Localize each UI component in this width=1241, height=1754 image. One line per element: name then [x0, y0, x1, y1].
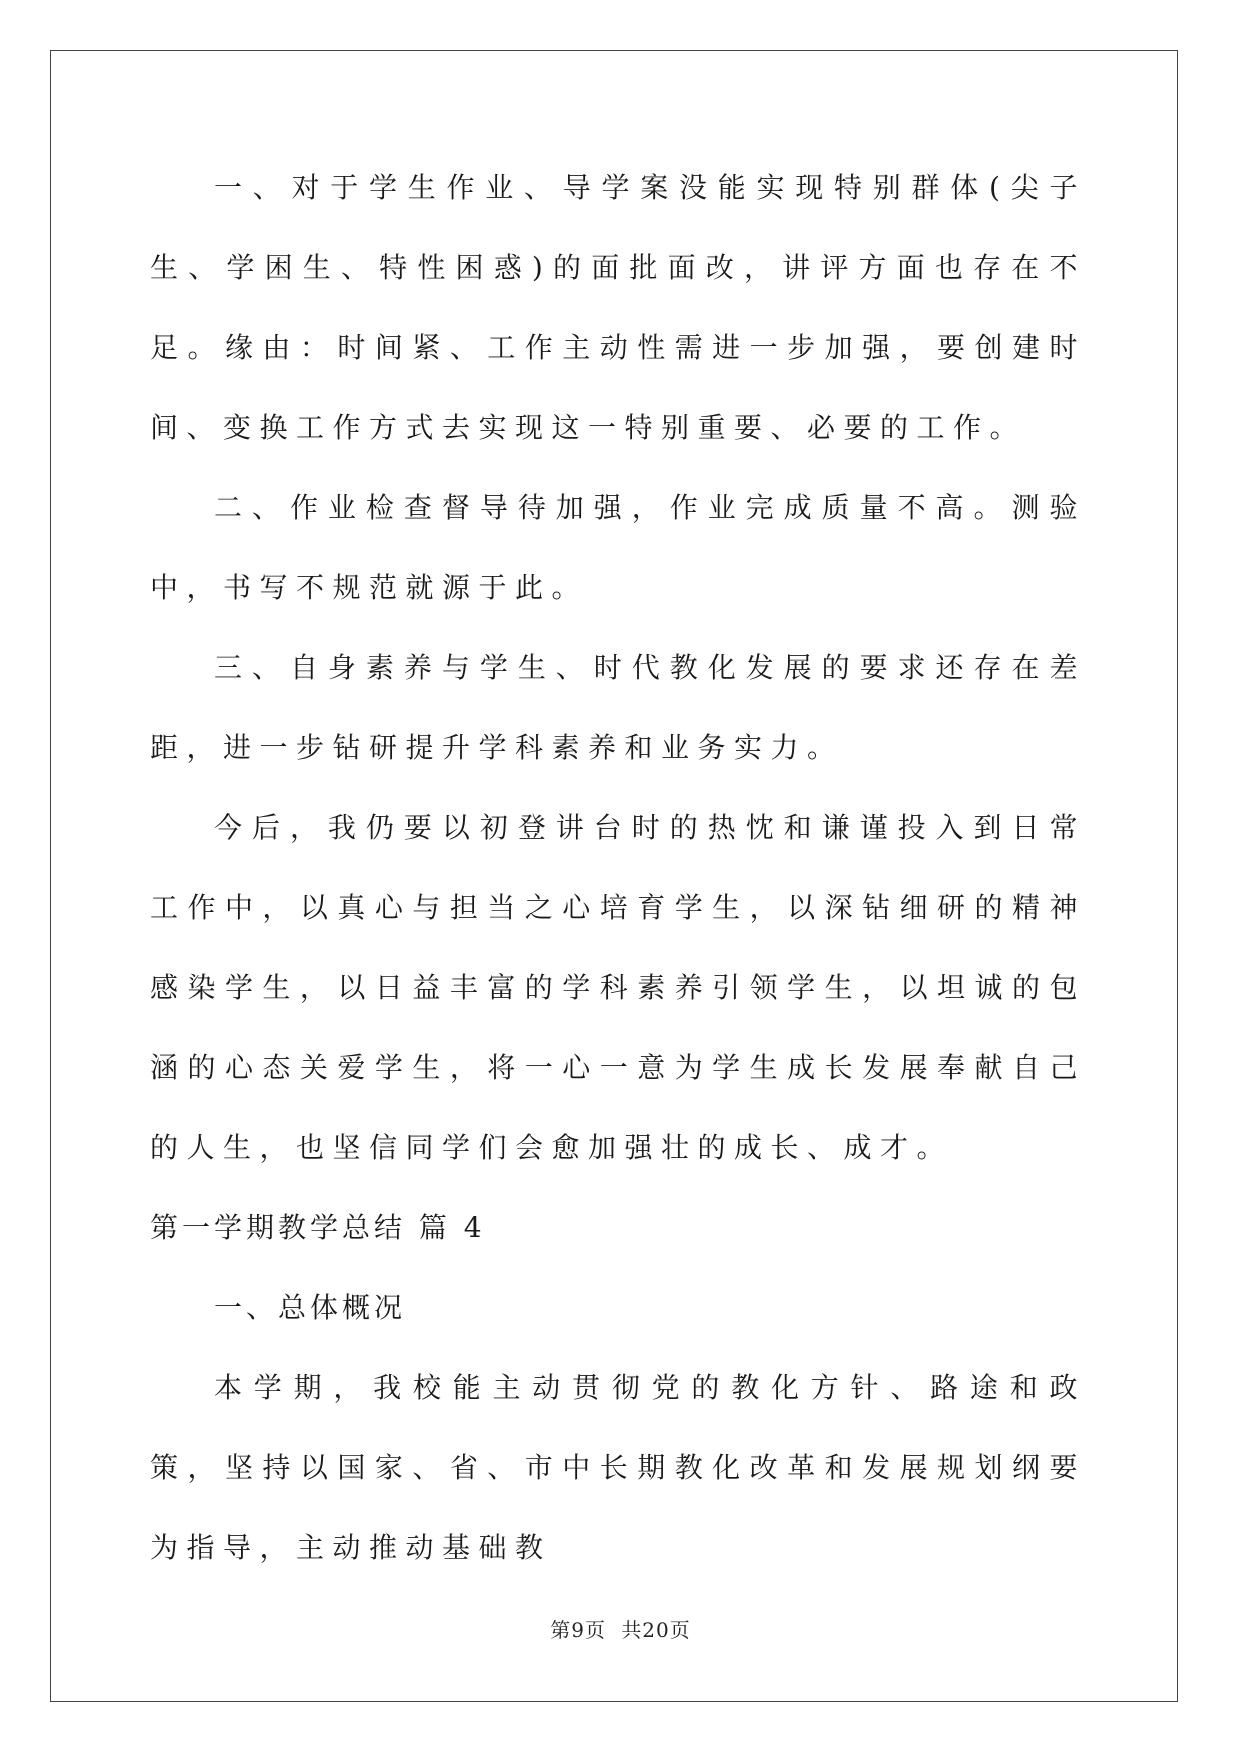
total-page-count: 共20页: [621, 1618, 691, 1642]
paragraph-3: 三、自身素养与学生、时代教化发展的要求还存在差距，进一步钻研提升学科素养和业务实力。: [150, 651, 1086, 764]
document-body: [150, 148, 1086, 1588]
paragraph-5: 本学期，我校能主动贯彻党的教化方针、路途和政策，坚持以国家、省、市中长期教化改革和发展规划纲要为指导，主动推动基础教: [150, 1371, 1086, 1564]
paragraph-4: 今后，我仍要以初登讲台时的热忱和谦谨投入到日常工作中，以真心与担当之心培育学生，以深钻细研的精神感染学生，以日益丰富的学科素养引领学生，以坦诚的包涵的心态关爱学生，将一心一意为学生成长发展奉献自己的人生，也坚信同学们会愈加强壮的成长、成才。: [150, 811, 1086, 1164]
page-footer: [0, 1614, 1241, 1643]
section-subheading: 一、总体概况: [214, 1291, 407, 1324]
section-title: 第一学期教学总结 篇 4: [150, 1211, 486, 1244]
paragraph-2: 二、作业检查督导待加强，作业完成质量不高。测验中，书写不规范就源于此。: [150, 491, 1086, 604]
current-page-number: 第9页: [550, 1618, 606, 1642]
paragraph-1: 一、对于学生作业、导学案没能实现特别群体(尖子生、学困生、特性困惑)的面批面改，讲评方面也存在不足。缘由：时间紧、工作主动性需进一步加强，要创建时间、变换工作方式去实现这一特别重要、必要的工作。: [150, 171, 1086, 444]
